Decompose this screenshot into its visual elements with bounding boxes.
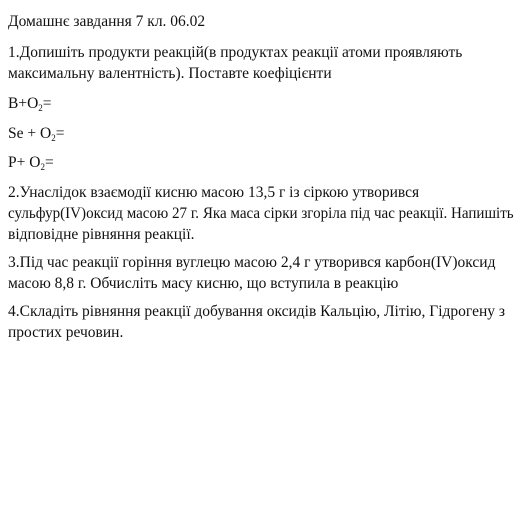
equation-right: = <box>55 125 65 142</box>
equation-left: Se + O <box>8 125 52 142</box>
task-1-line-1: 1.Допишіть продукти реакцій(в продуктах реакції атоми проявляють <box>8 44 463 61</box>
equation-subscript: 2 <box>40 162 45 172</box>
task-2-line-3: відповідне рівняння реакції. <box>8 226 195 243</box>
equation-selenium-oxygen <box>8 123 64 144</box>
equation-left: B+O <box>8 95 39 112</box>
task-2-line-2: сульфур(IV)оксид масою 27 г. Яка маса сірки згоріла під час реакції. Напишіть <box>8 205 514 222</box>
task-4-line-1: 4.Складіть рівняння реакції добування оксидів Кальцію, Літію, Гідрогену з <box>8 303 505 320</box>
task-1-line-2: максимальну валентність). Поставте коефіцієнти <box>8 65 332 82</box>
equation-phosphorus-oxygen <box>8 152 54 173</box>
equation-left: P+ O <box>8 154 41 171</box>
task-3-line-2: масою 8,8 г. Обчисліть масу кисню, що вступила в реакцію <box>8 275 399 292</box>
equation-boron-oxygen <box>8 93 52 114</box>
equation-subscript: 2 <box>51 133 56 143</box>
task-4-line-2: простих речовин. <box>8 324 124 341</box>
equation-right: = <box>42 95 52 112</box>
task-3-line-1: 3.Під час реакції горіння вуглецю масою 2,4 г утворився карбон(IV)оксид <box>8 254 496 271</box>
equation-right: = <box>44 154 54 171</box>
document-title: Домашнє завдання 7 кл. 06.02 <box>8 13 206 30</box>
task-2-line-1: 2.Унаслідок взаємодії кисню масою 13,5 г із сіркою утворився <box>8 184 420 201</box>
equation-subscript: 2 <box>38 103 43 113</box>
